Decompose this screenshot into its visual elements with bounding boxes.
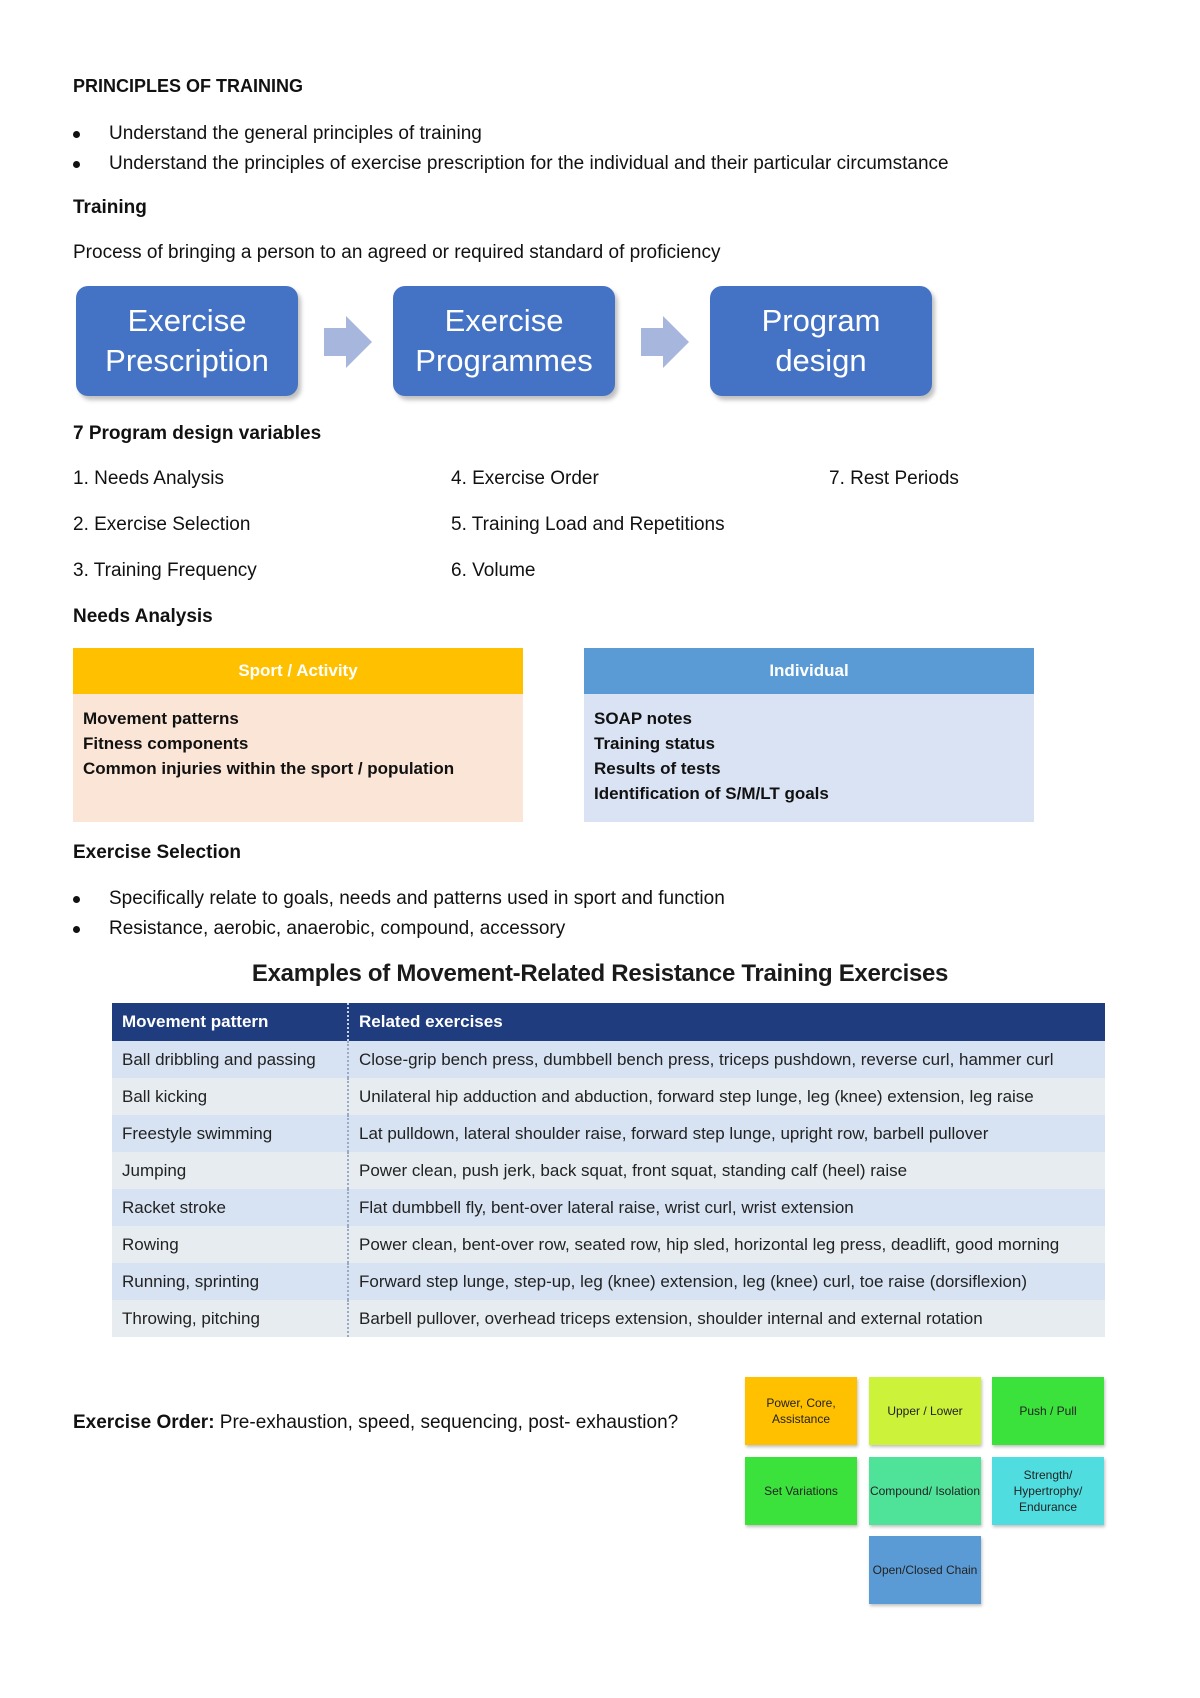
list-item: Movement patterns	[83, 709, 239, 728]
table-cell: Close-grip bench press, dumbbell bench press, triceps pushdown, reverse curl, hammer curl	[348, 1041, 1105, 1078]
exercise-order-text: Pre-exhaustion, speed, sequencing, post- exhaustion?	[214, 1412, 679, 1433]
list-item: Common injuries within the sport / population	[83, 759, 455, 778]
table-row	[112, 1041, 1105, 1078]
exercise-order-label: Exercise Order:	[73, 1412, 215, 1433]
note-compound-isolation: Compound/ Isolation	[869, 1457, 981, 1525]
variable-training-frequency: 3. Training Frequency	[73, 560, 257, 581]
bullet-icon	[73, 161, 80, 168]
note-push-pull: Push / Pull	[992, 1377, 1104, 1445]
table-cell: Throwing, pitching	[112, 1300, 348, 1337]
table-row	[112, 1189, 1105, 1226]
movement-exercises-table	[112, 1003, 1105, 1337]
table-cell: Forward step lunge, step-up, leg (knee) extension, leg (knee) curl, toe raise (dorsiflexion)	[348, 1263, 1105, 1300]
note-strength-hypertrophy-endurance: Strength/ Hypertrophy/ Endurance	[992, 1457, 1104, 1525]
page-title: PRINCIPLES OF TRAINING	[73, 76, 304, 96]
table-cell: Lat pulldown, lateral shoulder raise, forward step lunge, upright row, barbell pullover	[348, 1115, 1105, 1152]
table-cell: Freestyle swimming	[112, 1115, 348, 1152]
table-row	[112, 1226, 1105, 1263]
exercise-selection-heading: Exercise Selection	[73, 842, 241, 863]
flow-step-exercise-prescription: Exercise Prescription	[76, 286, 298, 396]
list-item: Specifically relate to goals, needs and patterns used in sport and function	[73, 884, 725, 914]
table-row	[112, 1263, 1105, 1300]
variable-volume: 6. Volume	[451, 560, 536, 581]
bullet-icon	[73, 131, 80, 138]
table-cell: Barbell pullover, overhead triceps extension, shoulder internal and external rotation	[348, 1300, 1105, 1337]
table-row	[112, 1078, 1105, 1115]
note-open-closed-chain: Open/Closed Chain	[869, 1536, 981, 1604]
individual-card	[584, 648, 1034, 822]
sport-activity-card	[73, 648, 523, 822]
list-item: Fitness components	[83, 734, 249, 753]
variable-training-load: 5. Training Load and Repetitions	[451, 514, 725, 535]
column-header: Movement pattern	[112, 1003, 348, 1041]
exercise-selection-bullet-list	[73, 884, 725, 944]
table-cell: Rowing	[112, 1226, 348, 1263]
card-body	[73, 694, 523, 793]
list-item: Understand the general principles of training	[73, 119, 949, 149]
card-title: Sport / Activity	[73, 648, 523, 694]
table-title: Examples of Movement-Related Resistance Training Exercises	[251, 960, 949, 987]
list-item: Understand the principles of exercise prescription for the individual and their particular circumstance	[73, 149, 949, 179]
training-definition: Process of bringing a person to an agreed or required standard of proficiency	[73, 242, 721, 263]
note-set-variations: Set Variations	[745, 1457, 857, 1525]
right-arrow-icon	[322, 314, 374, 370]
right-arrow-icon	[639, 314, 691, 370]
list-item: Identification of S/M/LT goals	[594, 784, 829, 803]
note-upper-lower: Upper / Lower	[869, 1377, 981, 1445]
table-cell: Running, sprinting	[112, 1263, 348, 1300]
table-cell: Racket stroke	[112, 1189, 348, 1226]
training-heading: Training	[73, 197, 147, 218]
variable-exercise-order: 4. Exercise Order	[451, 468, 599, 489]
intro-bullet-list	[73, 119, 949, 179]
table-header-row	[112, 1003, 1105, 1041]
flow-step-program-design: Program design	[710, 286, 932, 396]
note-power-core-assistance: Power, Core, Assistance	[745, 1377, 857, 1445]
table-cell: Flat dumbbell fly, bent-over lateral raise, wrist curl, wrist extension	[348, 1189, 1105, 1226]
table-cell: Ball kicking	[112, 1078, 348, 1115]
flow-step-exercise-programmes: Exercise Programmes	[393, 286, 615, 396]
column-header: Related exercises	[348, 1003, 1105, 1041]
table-row	[112, 1115, 1105, 1152]
exercise-order-line	[73, 1412, 678, 1434]
table-cell: Power clean, push jerk, back squat, front squat, standing calf (heel) raise	[348, 1152, 1105, 1189]
list-item: Training status	[594, 734, 715, 753]
bullet-icon	[73, 926, 80, 933]
list-item: SOAP notes	[594, 709, 692, 728]
variable-needs-analysis: 1. Needs Analysis	[73, 468, 225, 489]
table-row	[112, 1152, 1105, 1189]
table-cell: Unilateral hip adduction and abduction, forward step lunge, leg (knee) extension, leg raise	[348, 1078, 1105, 1115]
variable-rest-periods: 7. Rest Periods	[829, 468, 959, 489]
list-item: Resistance, aerobic, anaerobic, compound, accessory	[73, 914, 725, 944]
variables-heading: 7 Program design variables	[73, 423, 322, 444]
bullet-icon	[73, 896, 80, 903]
table-cell: Ball dribbling and passing	[112, 1041, 348, 1078]
needs-analysis-heading: Needs Analysis	[73, 606, 213, 627]
list-item: Results of tests	[594, 759, 721, 778]
table-cell: Jumping	[112, 1152, 348, 1189]
table-row	[112, 1300, 1105, 1337]
table-cell: Power clean, bent-over row, seated row, hip sled, horizontal leg press, deadlift, good morning	[348, 1226, 1105, 1263]
variable-exercise-selection: 2. Exercise Selection	[73, 514, 251, 535]
card-body	[584, 694, 1034, 818]
card-title: Individual	[584, 648, 1034, 694]
